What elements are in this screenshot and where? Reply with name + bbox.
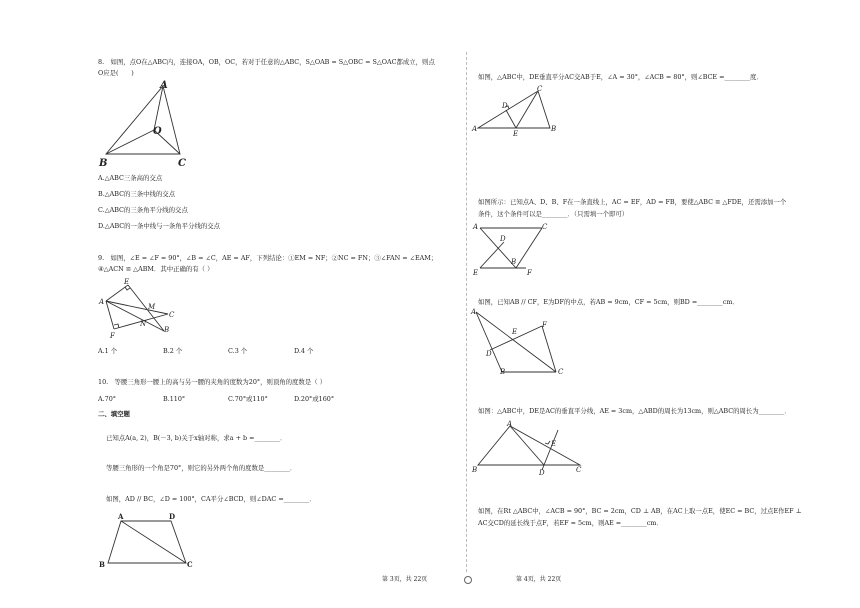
q9-option-a: A.1 个 (98, 347, 118, 355)
r3-label-e: E (512, 328, 518, 336)
q9-label-a: A (99, 298, 105, 306)
q8-option-b: B.△ABC的三条中线的交点 (98, 190, 176, 198)
fill-question-3: 如图，AD // BC，∠D = 100°，CA平分∠BCD，则∠DAC =________． (106, 495, 316, 503)
f3-label-b: B (99, 560, 105, 569)
page-binding-circle (464, 576, 472, 584)
q8-label-o: O (153, 126, 162, 137)
q9-option-b: B.2 个 (163, 347, 183, 355)
q10-stem: 10. 等腰三角形一腰上的高与另一腰的夹角的度数为20°，则顶角的度数是（ ） (98, 378, 327, 386)
right-question-2-figure (472, 220, 552, 276)
q9-stem-line2: ④△ACN ≌ △ABM．其中正确的有（ ） (98, 265, 214, 273)
r4-label-c: C (576, 466, 582, 474)
f3-label-d: D (169, 512, 176, 521)
right-question-3: 如图，已知AB // CF，E为DF的中点，若AB = 9cm，CF = 5cm，则BD =________cm． (478, 298, 739, 306)
q10-option-a: A.70° (98, 395, 116, 403)
q8-option-c: C.△ABC的三条角平分线的交点 (98, 206, 188, 214)
q8-label-a: A (160, 80, 168, 91)
r3-label-d: D (486, 350, 492, 358)
r3-label-a: A (471, 308, 477, 316)
right-question-2-line2: 条件，这个条件可以是________．（只需填一个即可） (478, 210, 629, 218)
right-question-4: 如图：△ABC中，DE是AC的垂直平分线，AE = 3cm，△ABD的周长为13cm，则△ABC的周长为________． (478, 407, 791, 415)
r2-label-e: E (473, 269, 479, 277)
r1-label-a: A (472, 125, 478, 133)
footer-right-page-number: 第 4页，共 22页 (516, 576, 562, 583)
q9-stem-line1: 9. 如图，∠E = ∠F = 90°，∠B = ∠C，AE = AF，下列结论：①EM = NF；②NC = FN；③∠FAN = ∠EAM； (98, 254, 438, 262)
footer-left-page-number: 第 3页，共 22页 (382, 576, 428, 583)
q8-stem-line2: O应是( ) (98, 69, 134, 77)
r2-label-f: F (527, 269, 532, 277)
right-question-2-line1: 如图所示：已知点A、D、B、F在一条直线上，AC = EF，AD = FB，要使△ABC ≌ △FDE，还需添加一个 (478, 198, 787, 206)
fill-question-1: 已知点A(a, 2)，B(－3, b)关于x轴对称，求a + b =________． (106, 434, 287, 442)
q9-label-n: N (140, 320, 147, 328)
r2-label-a: A (473, 223, 479, 231)
f3-label-c: C (187, 560, 193, 569)
r2-label-b: B (511, 258, 517, 266)
r1-label-b: B (551, 125, 557, 133)
page-divider (466, 52, 467, 572)
r3-label-f: F (542, 321, 547, 329)
r4-label-b: B (472, 466, 478, 474)
r2-label-c: C (542, 223, 548, 231)
q9-figure (98, 275, 183, 343)
q9-option-c: C.3 个 (228, 347, 248, 355)
r4-label-e: E (551, 440, 557, 448)
right-question-4-figure (472, 420, 592, 478)
q10-option-d: D.20°或160° (294, 395, 335, 403)
r4-label-a: A (507, 420, 513, 428)
q9-label-e: E (124, 278, 130, 286)
r3-label-b: B (500, 368, 506, 376)
r4-label-d: D (539, 469, 545, 477)
right-question-3-figure (470, 308, 570, 378)
q8-option-d: D.△ABC的一条中线与一条角平分线的交点 (98, 222, 221, 230)
q8-figure (96, 78, 196, 170)
right-question-1: 如图，△ABC中，DE垂直平分AC交AB于E，∠A = 30°，∠ACB = 80°，则∠BCE =________度． (478, 73, 763, 81)
q9-label-b: B (164, 326, 170, 334)
q9-label-c: C (169, 311, 175, 319)
f3-label-a: A (118, 512, 124, 521)
section-title-fill-in: 二、填空题 (98, 410, 130, 418)
fill-question-2: 等腰三角形的一个角是70°，则它的另外两个角的度数是________． (106, 464, 297, 472)
q10-option-c: C.70°或110° (228, 395, 268, 403)
right-question-5-line1: 如图，在Rt △ABC中，∠ACB = 90°，BC = 2cm，CD ⊥ AB，在AC上取一点E，使EC = BC，过点E作EF ⊥ (478, 507, 802, 515)
r1-label-c: C (537, 85, 543, 93)
r3-label-c: C (558, 368, 564, 376)
right-question-5-line2: AC交CD的延长线于点F，若EF = 5cm，则AE =________cm． (478, 519, 663, 527)
q10-option-b: B.110° (163, 395, 186, 403)
q8-stem-line1: 8. 如图，点O在△ABC内，连接OA，OB，OC，若对于任意的△ABC，S△OAB = S△OBC = S△OAC都成立，则点 (98, 58, 435, 66)
q8-option-a: A.△ABC三条高的交点 (98, 174, 163, 182)
q8-label-b: B (99, 158, 108, 169)
r1-label-d: D (502, 102, 508, 110)
right-question-1-figure (472, 84, 562, 139)
r1-label-e: E (513, 130, 519, 138)
q9-label-m: M (148, 303, 156, 311)
r2-label-d: D (500, 235, 506, 243)
q8-label-c: C (178, 158, 186, 169)
fill-question-3-figure (98, 511, 198, 571)
q9-option-d: D.4 个 (294, 347, 314, 355)
q9-label-f: F (110, 332, 115, 340)
